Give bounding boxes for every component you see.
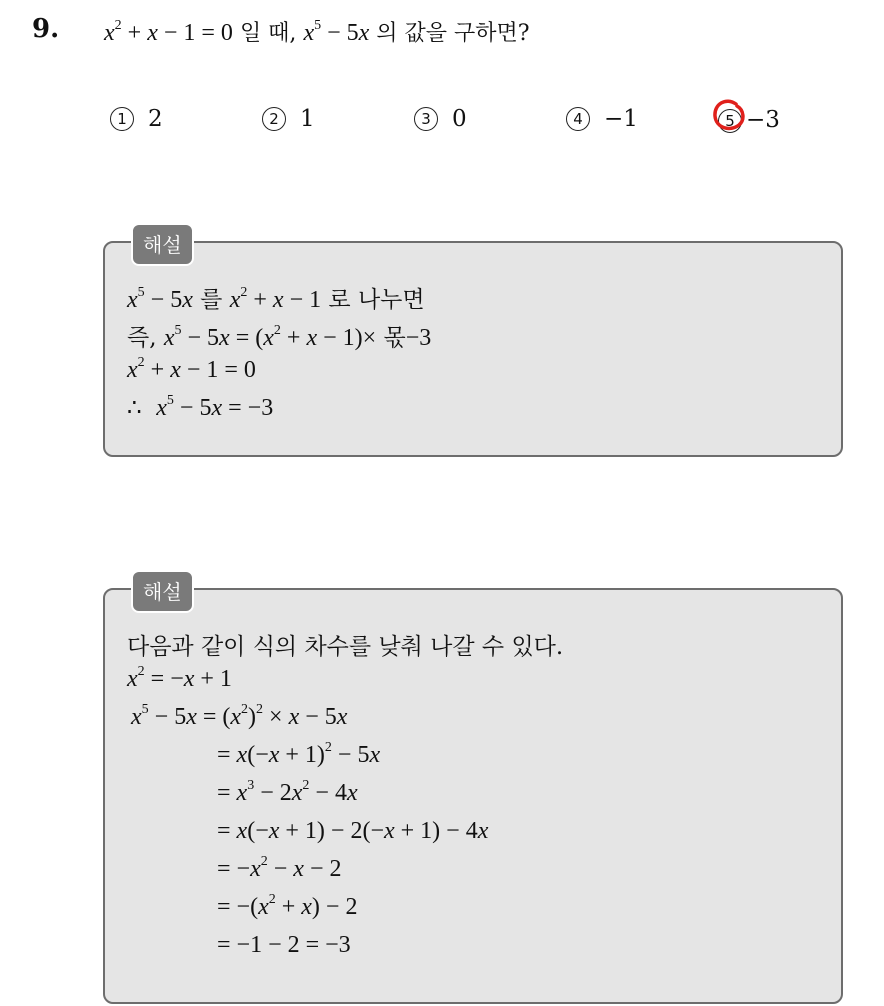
question-korean-2: 의 값을 구하면? — [376, 21, 530, 46]
solution2-step-7: = −1 − 2 = −3 — [217, 932, 351, 958]
choice-value: 1 — [300, 106, 315, 132]
choice-3[interactable] — [414, 106, 467, 132]
solution1-line-3: $x^2 + x - 1 = 0$ — [127, 355, 256, 383]
solution2-step-6: = $-(x^2 + x) - 2$ — [217, 892, 358, 920]
choice-value: 2 — [148, 106, 163, 132]
choice-marker: 4 — [566, 107, 590, 131]
solution-tag: 해설 — [131, 223, 194, 266]
choice-1[interactable] — [110, 106, 163, 132]
solution2-step-0: $x^2 = -x + 1$ — [127, 664, 232, 692]
choice-marker: 3 — [414, 107, 438, 131]
solution-tag: 해설 — [131, 570, 194, 613]
solution2-step-4: = x(−x + 1) − 2(−x + 1) − 4x — [217, 818, 489, 844]
choice-4[interactable] — [566, 106, 638, 132]
solution2-step-5: = $-x^2 - x - 2$ — [217, 854, 342, 882]
solution-box-1 — [103, 233, 843, 457]
choice-value: 0 — [452, 106, 467, 132]
question-number: 9. — [32, 14, 60, 44]
choice-marker: 1 — [110, 107, 134, 131]
solution1-line-4: ∴ $x^5 - 5x = -3$ — [127, 393, 274, 421]
solution2-step-2: = $x(-x + 1)^2 - 5x$ — [217, 740, 381, 768]
choice-value: −1 — [604, 106, 638, 132]
choice-2[interactable] — [262, 106, 315, 132]
choice-marker: 2 — [262, 107, 286, 131]
solution1-line-1: $x^5 - 5x$ 를 $x^2 + x - 1$ 로 나누면 — [127, 285, 425, 313]
solution-box-2 — [103, 580, 843, 1004]
question-text: $x^2 + x - 1 = 0$ 일 때, $x^5 - 5x$ 의 값을 구하면? — [104, 18, 530, 46]
solution2-intro: 다음과 같이 식의 차수를 낮춰 나갈 수 있다. — [127, 634, 564, 660]
choice-marker: 5 — [718, 109, 742, 133]
choice-5[interactable] — [718, 106, 780, 133]
solution2-step-3: = $x^3 - 2x^2 - 4x$ — [217, 778, 358, 806]
solution2-step-1: $x^5 - 5x = (x^2)^2 \times x - 5x$ — [131, 702, 348, 730]
choice-value: −3 — [746, 106, 780, 133]
selected-circle-mark — [712, 98, 746, 134]
question-korean-1: 일 때, — [239, 21, 297, 46]
solution1-line-2: 즉, $x^5 - 5x = (x^2 + x - 1)\times$ 몫−3 — [127, 323, 432, 351]
